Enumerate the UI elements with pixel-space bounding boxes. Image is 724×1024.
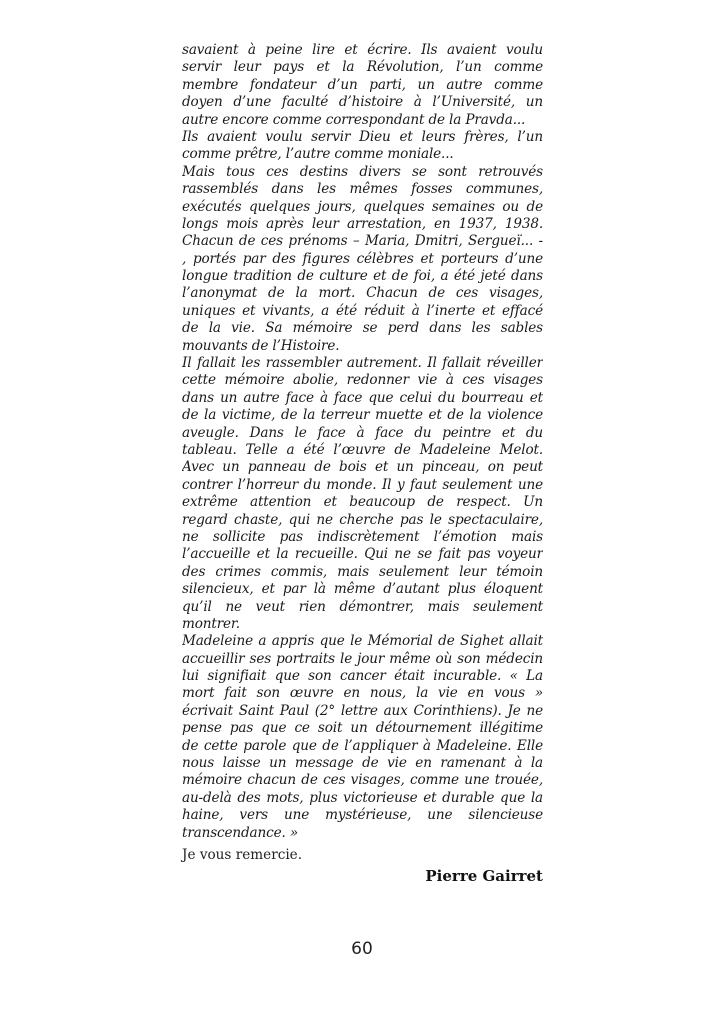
text-line: pense pas que ce soit un détournement illégitime [182, 720, 543, 737]
text-line: Madeleine a appris que le Mémorial de Sighet allait [182, 633, 543, 650]
text-line: autre encore comme correspondant de la Pravda... [182, 111, 526, 128]
text-line: au-delà des mots, plus victorieuse et durable que la [182, 789, 543, 806]
text-line: regard chaste, qui ne cherche pas le spectaculaire, [182, 511, 543, 528]
text-line: rassemblés dans les mêmes fosses communes, [182, 181, 543, 198]
body-text [182, 42, 543, 842]
text-line: lui signifiait que son cancer était incurable. « La [182, 668, 543, 685]
text-line: Avec un panneau de bois et un pinceau, on peut [182, 459, 543, 476]
text-line: l’anonymat de la mort. Chacun de ces visages, [182, 285, 543, 302]
text-line: ne sollicite pas indiscrètement l’émotion mais [182, 528, 543, 545]
text-line: montrer. [182, 615, 240, 632]
text-line: écrivait Saint Paul (2° lettre aux Corinthiens). Je ne [182, 702, 543, 719]
text-line: exécutés quelques jours, quelques semaines ou de [182, 198, 543, 215]
text-line: mort fait son œuvre en nous, la vie en vous » [182, 685, 543, 702]
text-line: extrême attention et beaucoup de respect. Un [182, 494, 543, 511]
text-line: Chacun de ces prénoms – Maria, Dmitri, Sergueï... - [182, 233, 543, 250]
closing-line: Je vous remercie. [182, 847, 303, 863]
text-line: uniques et vivants, a été réduit à l’inerte et effacé [182, 302, 543, 319]
text-line: qu’il ne veut rien démontrer, mais seulement [182, 598, 543, 615]
text-line: comme prêtre, l’autre comme moniale... [182, 146, 454, 163]
text-line: cette mémoire abolie, redonner vie à ces visages [182, 372, 543, 389]
text-line: mémoire chacun de ces visages, comme une trouée, [182, 772, 543, 789]
text-line: Mais tous ces destins divers se sont retrouvés [182, 163, 543, 180]
text-line: membre fondateur d’un parti, un autre comme [182, 76, 543, 93]
text-line: , portés par des figures célèbres et porteurs d’une [182, 250, 543, 267]
text-line: mouvants de l’Histoire. [182, 337, 340, 354]
text-line: des crimes commis, mais seulement leur témoin [182, 563, 543, 580]
text-line: de la victime, de la terreur muette et de la violence [182, 407, 543, 424]
text-line: dans un autre face à face que celui du bourreau et [182, 389, 543, 406]
text-line: accueillir ses portraits le jour même où son médecin [182, 650, 543, 667]
text-line: Ils avaient voulu servir Dieu et leurs frères, l’un [182, 128, 543, 145]
text-line: silencieux, et par là même d’autant plus éloquent [182, 581, 543, 598]
text-line: transcendance. » [182, 824, 298, 841]
text-line: de cette parole que de l’appliquer à Madeleine. Elle [182, 737, 543, 754]
text-line: de la vie. Sa mémoire se perd dans les sables [182, 320, 543, 337]
text-line: haine, vers une mystérieuse, une silencieuse [182, 807, 543, 824]
text-line: doyen d’une faculté d’histoire à l’Université, un [182, 94, 543, 111]
author-signature: Pierre Gairret [425, 867, 543, 885]
text-line: longue tradition de culture et de foi, a été jeté dans [182, 268, 543, 285]
text-line: aveugle. Dans le face à face du peintre et du [182, 424, 543, 441]
text-line: tableau. Telle a été l’œuvre de Madeleine Melot. [182, 441, 543, 458]
text-line: Il fallait les rassembler autrement. Il fallait réveiller [182, 355, 543, 372]
text-line: contrer l’horreur du monde. Il y faut seulement une [182, 476, 543, 493]
text-line: savaient à peine lire et écrire. Ils avaient voulu [182, 42, 543, 58]
text-line: servir leur pays et la Révolution, l’un comme [182, 59, 543, 76]
text-line: longs mois après leur arrestation, en 1937, 1938. [182, 215, 543, 232]
text-line: nous laisse un message de vie en ramenant à la [182, 755, 543, 772]
text-line: l’accueille et la recueille. Qui ne se fait pas voyeur [182, 546, 543, 563]
page-number: 60 [351, 939, 373, 959]
